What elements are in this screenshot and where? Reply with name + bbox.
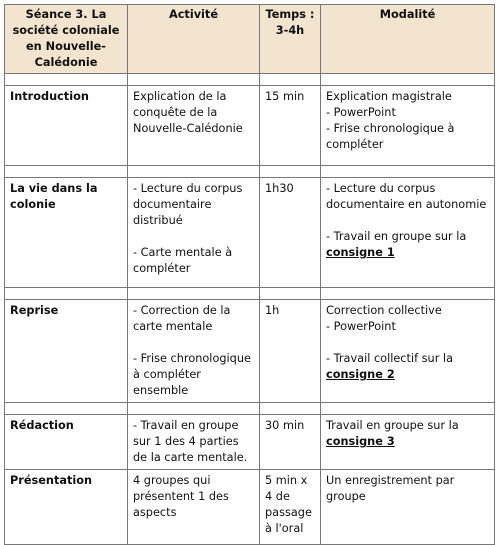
modalite-line: - Travail collectif sur la xyxy=(326,352,453,365)
modalite-line: Travail en groupe sur la xyxy=(326,419,459,432)
header-row xyxy=(5,5,495,74)
activite-line: - Lecture du corpus documentaire distribué xyxy=(133,182,243,227)
cell-temps: 1h30 xyxy=(260,178,321,288)
cell-modalite xyxy=(321,86,495,166)
separator-row xyxy=(5,74,495,86)
lesson-plan-table xyxy=(4,4,495,545)
row-label: Reprise xyxy=(5,300,128,403)
table-row-reprise xyxy=(5,300,495,403)
activite-line: - Correction de la carte mentale xyxy=(133,304,231,333)
header-seance: Séance 3. La société coloniale en Nouvelle-Calédonie xyxy=(5,5,128,74)
cell-activite: - Travail en groupe sur 1 des 4 parties de la carte mentale. xyxy=(128,415,260,470)
row-label: La vie dans la colonie xyxy=(5,178,128,288)
cell-temps: 30 min xyxy=(260,415,321,470)
cell-modalite xyxy=(321,415,495,470)
cell-modalite: Un enregistrement par groupe xyxy=(321,470,495,545)
table-row-presentation xyxy=(5,470,495,545)
row-label: Rédaction xyxy=(5,415,128,470)
row-label: Présentation xyxy=(5,470,128,545)
cell-activite xyxy=(128,300,260,403)
consigne-link: consigne 3 xyxy=(326,435,395,448)
row-label: Introduction xyxy=(5,86,128,166)
modalite-line: - PowerPoint xyxy=(326,106,396,119)
activite-line: - Carte mentale à compléter xyxy=(133,246,233,275)
modalite-line: - Frise chronologique à compléter xyxy=(326,122,455,151)
consigne-link: consigne 2 xyxy=(326,368,395,381)
header-activite: Activité xyxy=(128,5,260,74)
cell-temps: 1h xyxy=(260,300,321,403)
cell-activite xyxy=(128,178,260,288)
separator-row xyxy=(5,403,495,415)
consigne-link: consigne 1 xyxy=(326,246,395,259)
modalite-line: Explication magistrale xyxy=(326,90,452,103)
cell-modalite xyxy=(321,178,495,288)
table-row-redaction xyxy=(5,415,495,470)
separator-row xyxy=(5,288,495,300)
header-temps: Temps : 3-4h xyxy=(260,5,321,74)
modalite-line: - Lecture du corpus documentaire en autonomie xyxy=(326,182,487,211)
cell-temps: 15 min xyxy=(260,86,321,166)
modalite-line: - PowerPoint xyxy=(326,320,396,333)
cell-modalite xyxy=(321,300,495,403)
header-modalite: Modalité xyxy=(321,5,495,74)
table-row-introduction xyxy=(5,86,495,166)
cell-temps: 5 min x 4 de passage à l'oral xyxy=(260,470,321,545)
cell-activite: Explication de la conquête de la Nouvelle-Calédonie xyxy=(128,86,260,166)
separator-row xyxy=(5,166,495,178)
activite-line: - Frise chronologique à compléter ensemble xyxy=(133,352,251,397)
cell-activite: 4 groupes qui présentent 1 des aspects xyxy=(128,470,260,545)
modalite-line: Correction collective xyxy=(326,304,442,317)
modalite-line: - Travail en groupe sur la xyxy=(326,230,467,243)
table-row-vie-colonie xyxy=(5,178,495,288)
